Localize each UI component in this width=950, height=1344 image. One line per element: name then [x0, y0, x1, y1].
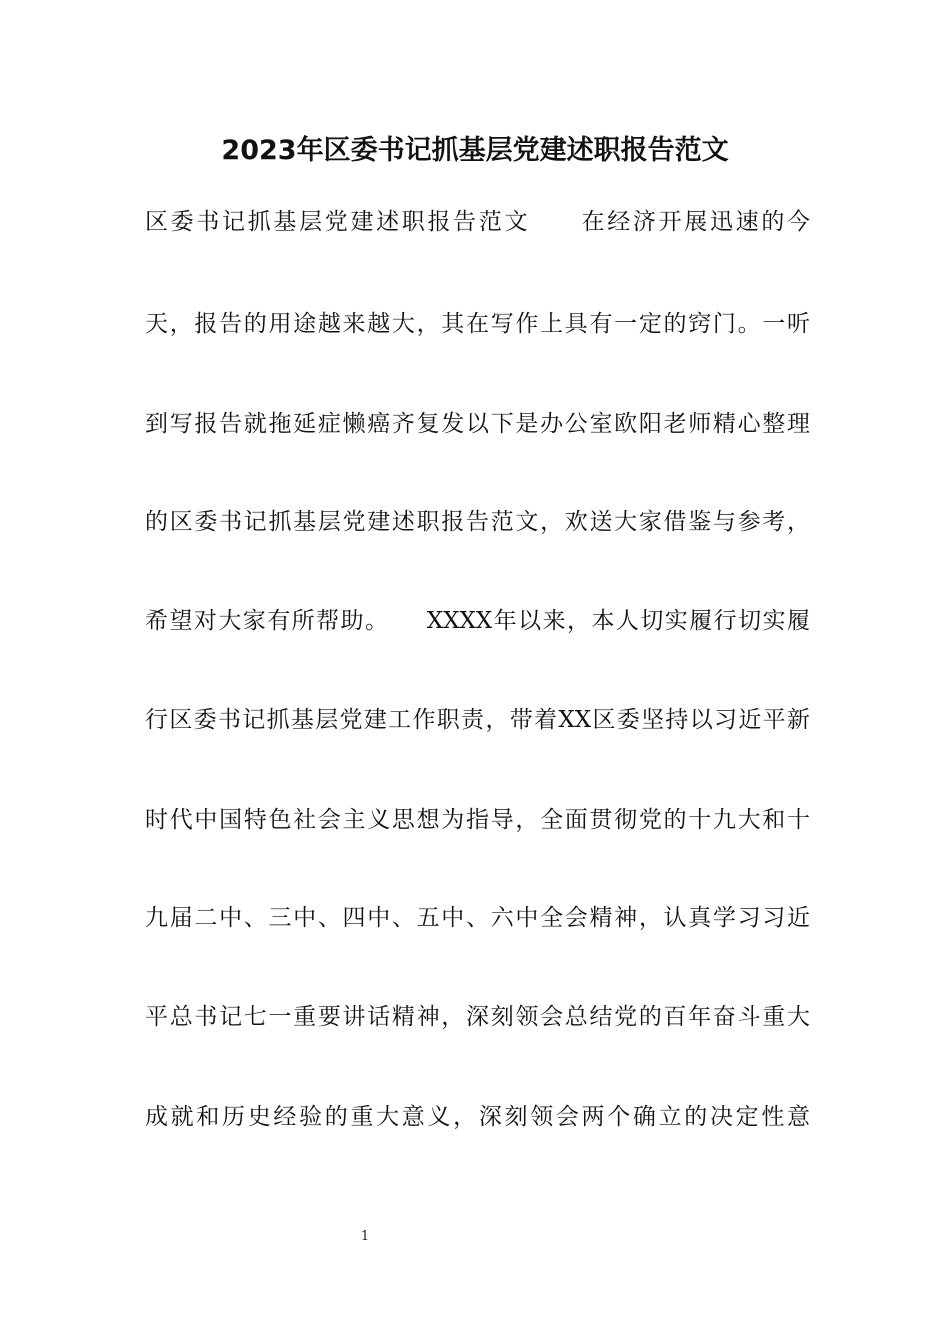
- body-line-8: 九届二中、三中、四中、五中、六中全会精神，认真学习习近: [145, 905, 810, 931]
- body-line-5: 希望对大家有所帮助。 XXXX年以来，本人切实履行切实履: [145, 608, 810, 634]
- body-line-7: 时代中国特色社会主义思想为指导，全面贯彻党的十九大和十: [145, 807, 810, 833]
- body-line-6: 行区委书记抓基层党建工作职责，带着XX区委坚持以习近平新: [145, 707, 810, 733]
- body-line-3: 到写报告就拖延症懒癌齐复发以下是办公室欧阳老师精心整理: [145, 411, 810, 437]
- body-line-4: 的区委书记抓基层党建述职报告范文，欢送大家借鉴与参考，: [145, 509, 810, 535]
- body-line-1: 区委书记抓基层党建述职报告范文 在经济开展迅速的今: [145, 209, 810, 235]
- body-line-9: 平总书记七一重要讲话精神，深刻领会总结党的百年奋斗重大: [145, 1004, 810, 1030]
- page-number: 1: [360, 1229, 370, 1244]
- body-line-10: 成就和历史经验的重大意义，深刻领会两个确立的决定性意: [145, 1104, 810, 1130]
- body-line-2: 天，报告的用途越来越大，其在写作上具有一定的窍门。一听: [145, 311, 810, 337]
- document-title: 2023年区委书记抓基层党建述职报告范文: [221, 135, 729, 166]
